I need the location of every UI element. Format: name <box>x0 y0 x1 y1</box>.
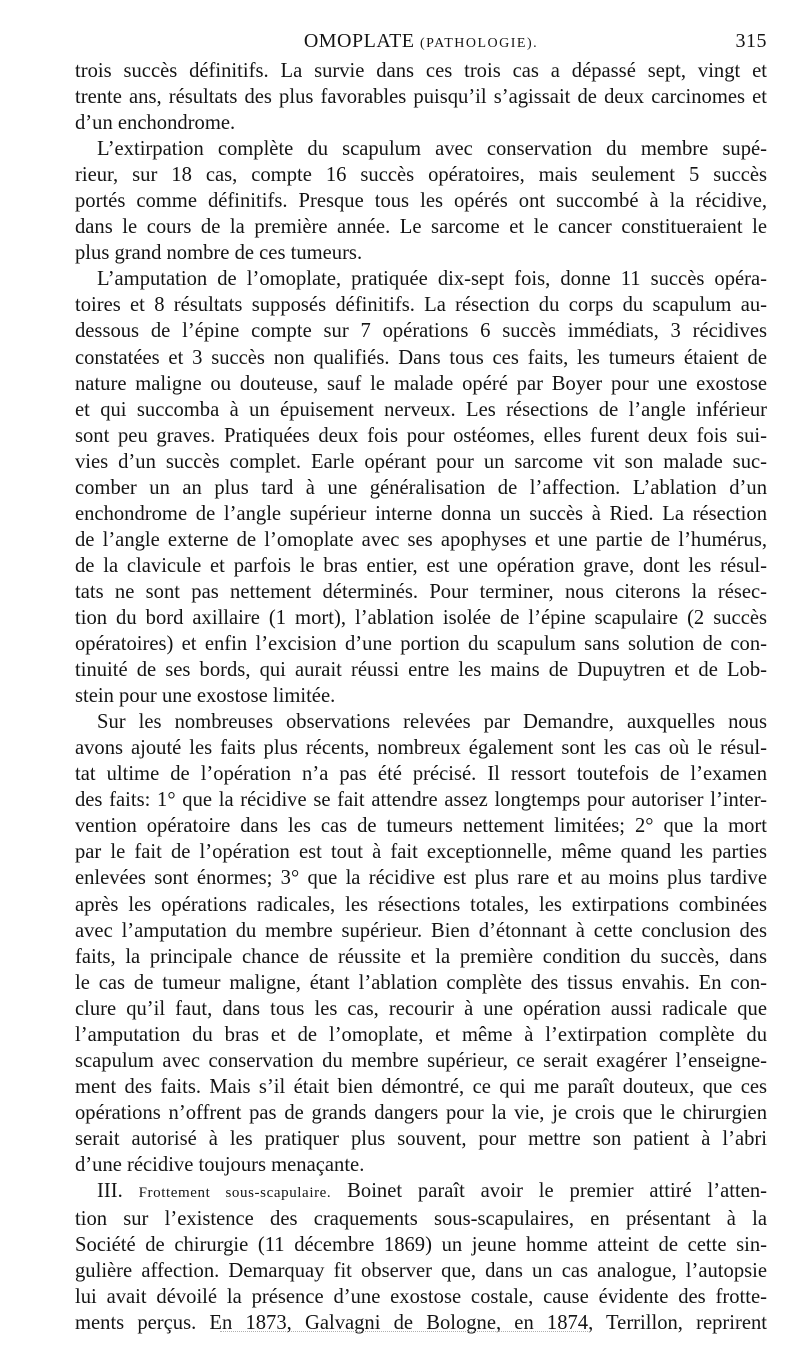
text-line: avec l’amputation du membre supérieur. Bien d’étonnant à cette conclusion des <box>75 919 767 942</box>
text-line: dans le cours de la première année. Le sarcome et le cancer constitueraient le <box>75 216 767 239</box>
text-line: dessous de l’épine compte sur 7 opérations 6 succès immédiats, 3 récidives <box>75 320 767 343</box>
text-line: L’extirpation complète du scapulum avec conservation du membre supé- <box>97 138 767 161</box>
running-title-subtitle: (PATHOLOGIE). <box>420 36 539 51</box>
section-3-first-line-text: Boinet paraît avoir le premier attiré l’atten- <box>347 1180 767 1203</box>
footer-rule <box>220 1331 590 1332</box>
text-line: et qui succomba à un épuisement nerveux. Les résections de l’angle inférieur <box>75 398 767 421</box>
text-line: plus grand nombre de ces tumeurs. <box>75 242 363 265</box>
text-line: lui avait dévoilé la présence d’une exostose costale, cause évidente des frotte- <box>75 1286 767 1309</box>
text-line: de la clavicule et parfois le bras entier, est une opération grave, dont les résul- <box>75 554 767 577</box>
text-line: stein pour une exostose limitée. <box>75 685 336 708</box>
text-lines <box>75 58 767 1178</box>
section-3-numeral: III. <box>97 1180 123 1203</box>
body-text <box>75 58 767 1336</box>
text-line: par le fait de l’opération est tout à fait exceptionnelle, même quand les parties <box>75 841 767 864</box>
text-line: avons ajouté les faits plus récents, nombreux également sont les cas où le résul- <box>75 737 767 760</box>
text-line: vention opératoire dans les cas de tumeurs nettement limitées; 2° que la mort <box>75 815 767 838</box>
text-line: d’un enchondrome. <box>75 112 236 135</box>
text-line: de l’angle externe de l’omoplate avec ses apophyses et une partie de l’humérus, <box>75 528 767 551</box>
text-line: scapulum avec conservation du membre supérieur, ce serait exagérer l’enseigne- <box>75 1049 767 1072</box>
page-number: 315 <box>735 30 767 52</box>
text-line: après les opérations radicales, les résections totales, les extirpations combinées <box>75 893 767 916</box>
text-line: tinuité de ses bords, qui aurait réussi entre les mains de Dupuytren et de Lob- <box>75 659 767 682</box>
text-line: toires et 8 résultats supposés définitifs. La résection du corps du scapulum au- <box>75 294 767 317</box>
section-3-lines <box>75 1206 767 1336</box>
text-line: clure qu’il faut, dans tous les cas, recourir à une opération aussi radicale que <box>75 997 767 1020</box>
text-line: trente ans, résultats des plus favorables puisqu’il s’agissait de deux carcinomes et <box>75 86 767 109</box>
text-line: trois succès définitifs. La survie dans ces trois cas a dépassé sept, vingt et <box>75 60 767 82</box>
running-title <box>75 30 767 53</box>
text-line: ment des faits. Mais s’il était bien démontré, ce qui me paraît douteux, que ces <box>75 1075 767 1098</box>
text-line: l’amputation du bras et de l’omoplate, et même à l’extirpation complète du <box>75 1023 767 1046</box>
text-line: L’amputation de l’omoplate, pratiquée dix-sept fois, donne 11 succès opéra- <box>97 268 767 291</box>
running-head <box>75 30 767 56</box>
text-line: tion sur l’existence des craquements sous-scapulaires, en présentant à la <box>75 1208 767 1231</box>
text-line: faits, la principale chance de réussite et la première condition du succès, dans <box>75 945 767 968</box>
text-line: des faits: 1° que la récidive se fait attendre assez longtemps pour autoriser l’inter- <box>75 789 767 812</box>
section-3-paragraph <box>75 1178 767 1336</box>
text-line: Sur les nombreuses observations relevées par Demandre, auxquelles nous <box>97 711 767 734</box>
text-line: enchondrome de l’angle supérieur interne donna un succès à Ried. La résection <box>75 502 767 525</box>
text-line: constatées et 3 succès non qualifiés. Dans tous ces faits, les tumeurs étaient de <box>75 346 767 369</box>
text-line: tion du bord axillaire (1 mort), l’ablation isolée de l’épine scapulaire (2 succès <box>75 606 767 629</box>
text-line: le cas de tumeur maligne, étant l’ablation complète des tissus envahis. En con- <box>75 971 767 994</box>
running-title-main: OMOPLATE <box>303 30 415 52</box>
text-line: enlevées sont énormes; 3° que la récidive est plus rare et au moins plus tardive <box>75 867 767 890</box>
text-line: opératoires) et enfin l’excision d’une portion du scapulum sans solution de con- <box>75 633 767 656</box>
text-line: nature maligne ou douteuse, sauf le malade opéré par Boyer pour une exostose <box>75 372 767 395</box>
section-3-first-line <box>75 1178 767 1206</box>
text-line: rieur, sur 18 cas, compte 16 succès opératoires, mais seulement 5 succès <box>75 164 767 187</box>
text-line: vies d’un succès complet. Earle opérant pour un sarcome vit son malade suc- <box>75 450 767 473</box>
text-line: opérations n’offrent pas de grands dangers pour la vie, je crois que le chirurgien <box>75 1101 767 1124</box>
text-line: Société de chirurgie (11 décembre 1869) un jeune homme atteint de cette sin- <box>75 1234 767 1257</box>
text-line: tats ne sont pas nettement déterminés. Pour terminer, nous citerons la résec- <box>75 580 767 603</box>
text-line: comber un an plus tard à une généralisation de l’affection. L’ablation d’un <box>75 476 767 499</box>
text-line: d’une récidive toujours menaçante. <box>75 1153 365 1176</box>
section-3-heading: Frottement sous-scapulaire. <box>138 1185 332 1202</box>
text-line: gulière affection. Demarquay fit observer que, dans un cas analogue, l’autopsie <box>75 1260 767 1283</box>
text-line: portés comme définitifs. Presque tous les opérés ont succombé à la récidive, <box>75 190 767 213</box>
text-line: tat ultime de l’opération n’a pas été précisé. Il ressort toutefois de l’examen <box>75 763 767 786</box>
text-line: sont peu graves. Pratiquées deux fois pour ostéomes, elles furent deux fois sui- <box>75 424 767 447</box>
text-line: serait autorisé à les pratiquer plus souvent, pour mettre son patient à l’abri <box>75 1127 767 1150</box>
text-line: ments perçus. En 1873, Galvagni de Bologne, en 1874, Terrillon, reprirent <box>75 1312 767 1335</box>
